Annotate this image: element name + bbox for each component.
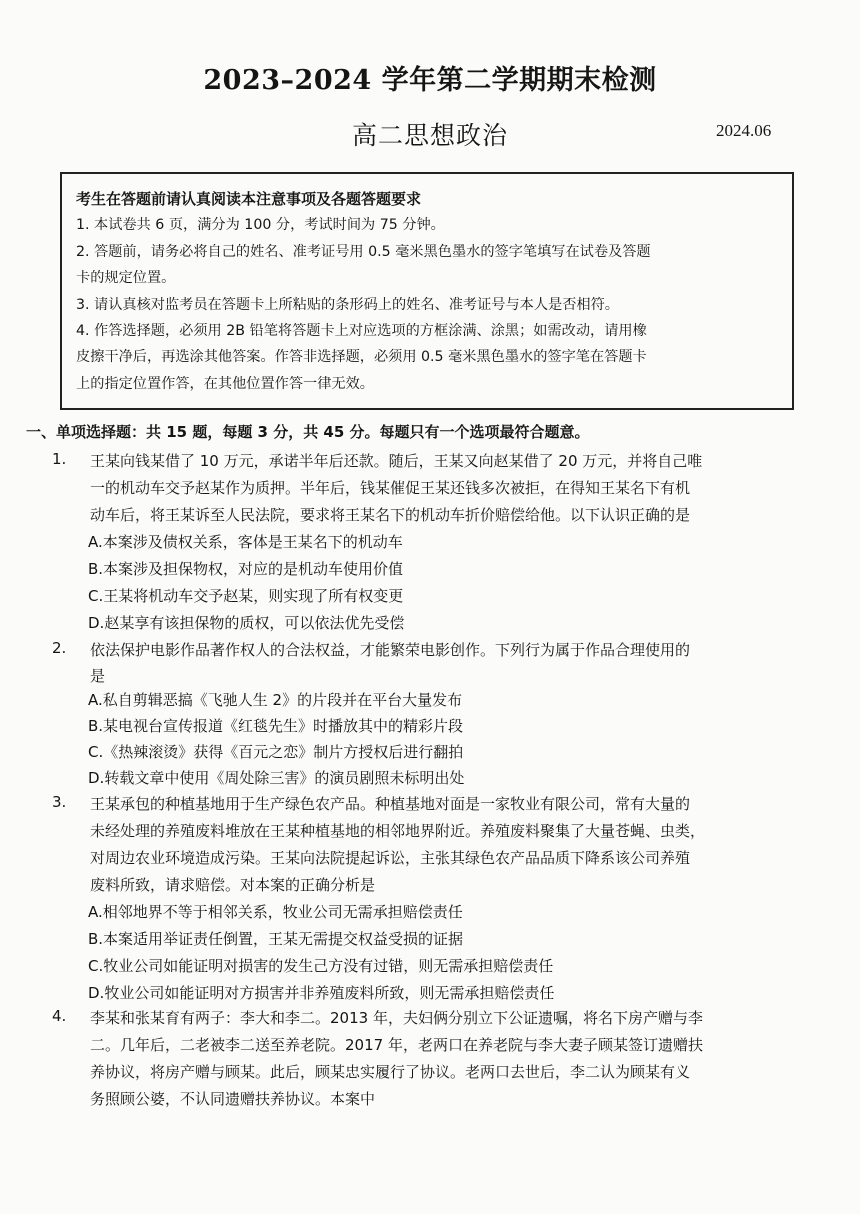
question-stem-line: 王某承包的种植基地用于生产绿色农产品。种植基地对面是一家牧业有限公司，常有大量的 xyxy=(90,795,691,813)
question-stem-line: 一的机动车交予赵某作为质押。半年后，钱某催促王某还钱多次被拒，在得知王某名下有机 xyxy=(90,479,691,497)
question-stem-line: 对周边农业环境造成污染。王某向法院提起诉讼，主张其绿色农产品品质下降系该公司养殖 xyxy=(90,849,691,867)
option-b: B.本案适用举证责任倒置，王某无需提交权益受损的证据 xyxy=(88,930,464,948)
option-a: A.私自剪辑恶搞《飞驰人生 2》的片段并在平台大量发布 xyxy=(88,691,463,709)
question-stem-line: 未经处理的养殖废料堆放在王某种植基地的相邻地界附近。养殖废料聚集了大量苍蝇、虫类， xyxy=(90,822,706,840)
option-d: D.赵某享有该担保物的质权，可以依法优先受偿 xyxy=(88,614,405,632)
exam-title: 2023–2024 学年第二学期期末检测 xyxy=(203,65,657,96)
option-a: A.相邻地界不等于相邻关系，牧业公司无需承担赔偿责任 xyxy=(88,903,463,921)
question-stem-line: 王某向钱某借了 10 万元，承诺半年后还款。随后，王某又向赵某借了 20 万元，并将自己唯 xyxy=(90,452,703,470)
exam-subtitle: 高二思想政治 xyxy=(351,121,508,150)
notice-line: 3. 请认真核对监考员在答题卡上所粘贴的条形码上的姓名、准考证号与本人是否相符。 xyxy=(76,296,619,313)
question-number: 2. xyxy=(52,639,67,657)
option-d: D.牧业公司如能证明对方损害并非养殖废料所致，则无需承担赔偿责任 xyxy=(88,984,555,1002)
notice-line: 2. 答题前，请务必将自己的姓名、准考证号用 0.5 毫米黑色墨水的签字笔填写在试卷及答题 xyxy=(76,243,651,260)
notice-line: 1. 本试卷共 6 页，满分为 100 分，考试时间为 75 分钟。 xyxy=(76,217,445,234)
question-stem-line: 李某和张某育有两子：李大和李二。2013 年，夫妇俩分别立下公证遗嘱，将名下房产赠与李 xyxy=(90,1009,703,1027)
exam-date: 2024.06 xyxy=(716,121,772,140)
option-b: B.本案涉及担保物权，对应的是机动车使用价值 xyxy=(88,560,404,578)
question-stem-line: 养协议，将房产赠与顾某。此后，顾某忠实履行了协议。老两口去世后，李二认为顾某有义 xyxy=(90,1063,691,1081)
option-c: C.王某将机动车交予赵某，则实现了所有权变更 xyxy=(88,587,404,605)
question-number: 1. xyxy=(52,450,67,468)
question-stem-line: 动车后，将王某诉至人民法院，要求将王某名下的机动车折价赔偿给他。以下认识正确的是 xyxy=(90,506,691,524)
question-stem-line: 依法保护电影作品著作权人的合法权益，才能繁荣电影创作。下列行为属于作品合理使用的 xyxy=(90,641,691,659)
notice-box xyxy=(60,172,794,410)
option-d: D.转载文章中使用《周处除三害》的演员剧照未标明出处 xyxy=(88,769,465,787)
notice-line: 皮擦干净后，再选涂其他答案。作答非选择题，必须用 0.5 毫米黑色墨水的签字笔在答题卡 xyxy=(76,349,647,366)
notice-line: 卡的规定位置。 xyxy=(76,270,176,287)
question-stem-line: 二。几年后，二老被李二送至养老院。2017 年，老两口在养老院与李大妻子顾某签订遗赠扶 xyxy=(90,1036,703,1054)
option-c: C.《热辣滚烫》获得《百元之恋》制片方授权后进行翻拍 xyxy=(88,743,464,761)
option-c: C.牧业公司如能证明对损害的发生己方没有过错，则无需承担赔偿责任 xyxy=(88,957,554,975)
notice-line: 上的指定位置作答，在其他位置作答一律无效。 xyxy=(76,375,374,392)
question-stem-line: 废料所致，请求赔偿。对本案的正确分析是 xyxy=(90,876,376,894)
section-title: 一、单项选择题：共 15 题，每题 3 分，共 45 分。每题只有一个选项最符合题意。 xyxy=(26,423,590,441)
question-number: 3. xyxy=(52,793,67,811)
notice-heading: 考生在答题前请认真阅读本注意事项及各题答题要求 xyxy=(76,190,422,208)
notice-line: 4. 作答选择题，必须用 2B 铅笔将答题卡上对应选项的方框涂满、涂黑；如需改动，请用橡 xyxy=(76,323,647,340)
question-stem-line: 务照顾公婆，不认同遗赠扶养协议。本案中 xyxy=(90,1090,376,1108)
question-stem-line: 是 xyxy=(90,667,106,685)
option-b: B.某电视台宣传报道《红毯先生》时播放其中的精彩片段 xyxy=(88,717,464,735)
question-number: 4. xyxy=(52,1007,67,1025)
option-a: A.本案涉及债权关系，客体是王某名下的机动车 xyxy=(88,533,403,551)
